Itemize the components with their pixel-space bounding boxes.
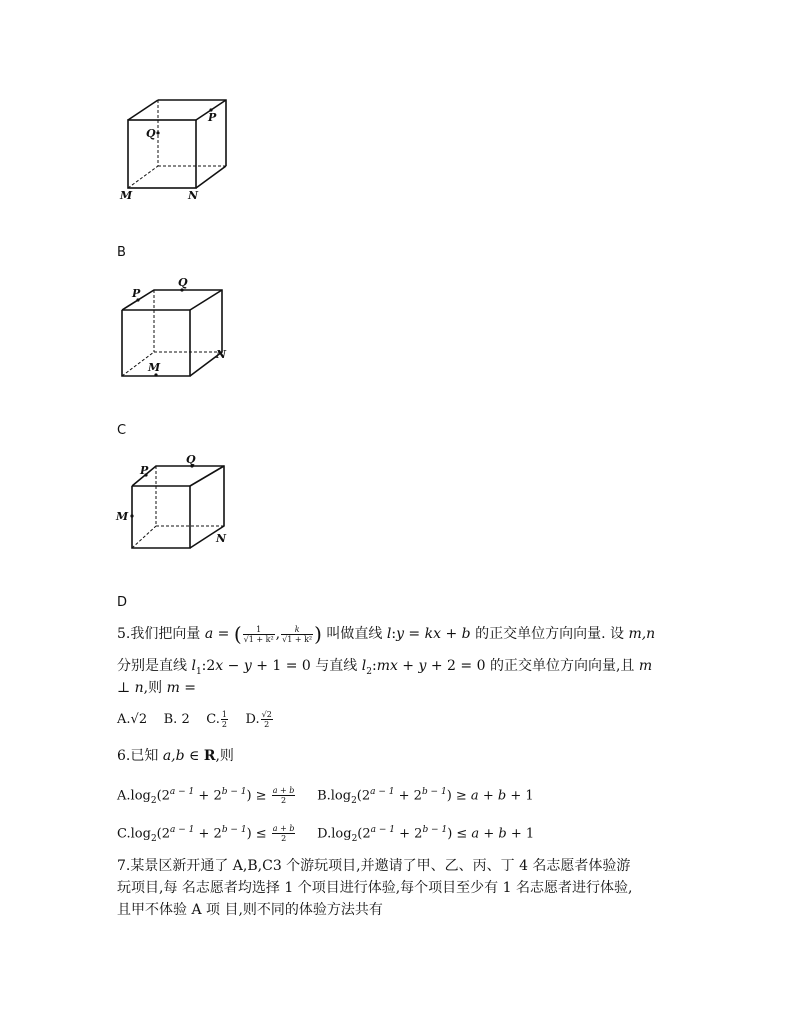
option-b-label: B (117, 245, 126, 260)
q7-line2: 玩项目,每 名志愿者均选择 1 个项目进行体验,每个项目至少有 1 名志愿者进行体验, (117, 880, 633, 896)
q7-line3: 且甲不体验 A 项 目,则不同的体验方法共有 (117, 902, 383, 918)
q5-line1: 5.我们把向量 a = ( $\frac{1}{\text{√1 + k²}}$ , $\frac{k}{\text{√1 + k²}}$ ) 叫做直线 l:y = kx + b 的正交单位方向向量. 设 m,n (117, 622, 656, 646)
label-p: P (132, 287, 141, 300)
label-q: Q (146, 127, 156, 140)
label-m: M (148, 361, 161, 374)
label-q: Q (178, 276, 188, 289)
label-m: M (116, 510, 129, 523)
label-p: P (208, 111, 217, 124)
label-n: N (216, 348, 227, 361)
option-d-label: D (117, 595, 128, 610)
q5-options: A.√2 B. 2 C. $\frac{1}{2}$ D. $\frac{√2}{2}$ (117, 710, 272, 729)
cube-figure-a (112, 96, 232, 208)
cube-figure-b (112, 274, 232, 386)
label-n: N (216, 532, 227, 545)
q6-options-cd: $C.\log_2(2^{a - 1} + 2^{b - 1})$ ≤ $\frac{a + b}{2}$ $D.\log_2(2^{a - 1} + 2^{b - 1}) \le a + b + 1$ (117, 824, 535, 844)
q6-stem: 6.已知 a,b ∈ R,则 (117, 748, 234, 764)
q5-line3: ⊥ n,则 m = (117, 680, 197, 696)
label-q: Q (186, 453, 196, 466)
label-m: M (120, 189, 133, 202)
label-n: N (188, 189, 199, 202)
q7-line1: 7.某景区新开通了 A,B,C3 个游玩项目,并邀请了甲、乙、丙、丁 4 名志愿者体验游 (117, 858, 631, 874)
option-c-label: C (117, 423, 127, 438)
q5-line2: 分别是直线 $l_1:2x - y + 1 = 0$ 与直线 $l_2:mx + y + 2 = 0$ 的正交单位方向向量,且 m (117, 658, 653, 677)
cube-figure-c (112, 454, 232, 566)
label-p: P (140, 464, 149, 477)
q6-options-ab: $A.\log_2(2^{a - 1} + 2^{b - 1})$ ≥ $\frac{a + b}{2}$ $B.\log_2(2^{a - 1} + 2^{b - 1}) \ge a + b + 1$ (117, 786, 534, 806)
